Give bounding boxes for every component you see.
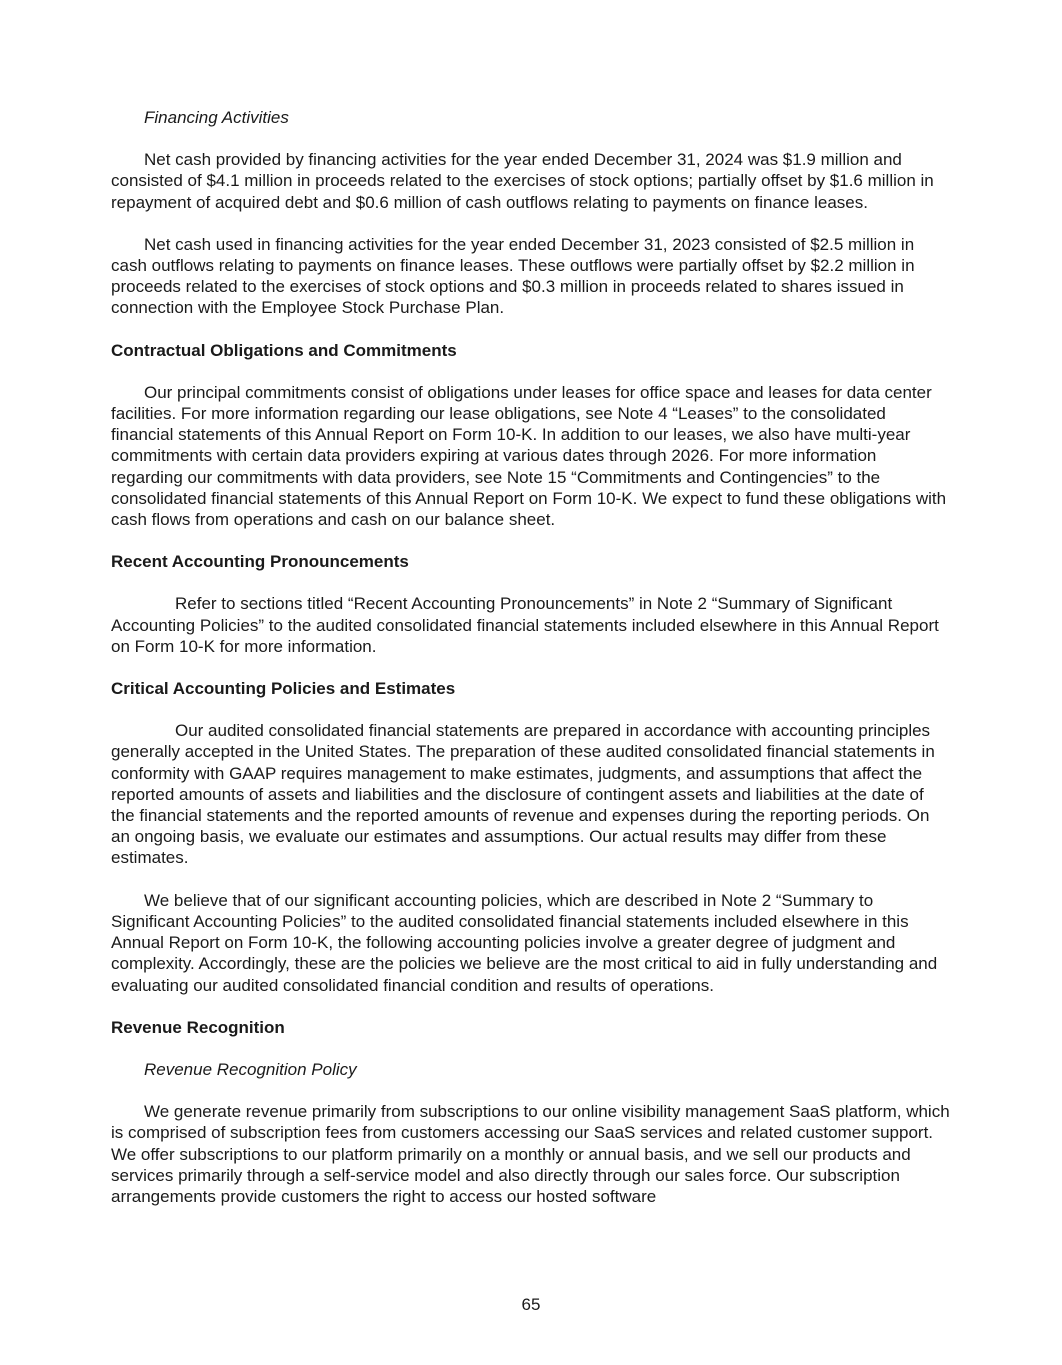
- revenue-policy-paragraph: We generate revenue primarily from subscriptions to our online visibility management SaaS platform, which is comprised of subscription fees from customers accessing our SaaS services and related customer support. We offer subscriptions to our platform primarily on a monthly or annual basis, and we sell our products and services primarily through a self-service model and also directly through our sales force. Our subscription arrangements provide customers the right to access our hosted software: [111, 1102, 950, 1206]
- page-number: 65: [521, 1295, 541, 1314]
- critical-policies-paragraph-1: Our audited consolidated financial statements are prepared in accordance with accounting principles generally accepted in the United States. The preparation of these audited consolidated financial statements in conformity with GAAP requires management to make estimates, judgments, and assumptions that affect the reported amounts of assets and liabilities and the disclosure of contingent assets and liabilities at the date of the financial statements and the reported amounts of revenue and expenses during the reporting periods. On an ongoing basis, we evaluate our estimates and assumptions. Our actual results may differ from these estimates.: [111, 721, 935, 868]
- recent-pronouncements-paragraph: Refer to sections titled “Recent Accounting Pronouncements” in Note 2 “Summary of Significant Accounting Policies” to the audited consolidated financial statements included elsewhere in this Annual Report on Form 10-K for more information.: [111, 594, 939, 656]
- financing-activities-subheading: Financing Activities: [144, 108, 289, 127]
- revenue-policy-subheading: Revenue Recognition Policy: [144, 1059, 357, 1079]
- document-page: [111, 107, 951, 1228]
- financing-2023-paragraph: Net cash used in financing activities for the year ended December 31, 2023 consisted of $2.5 million in cash outflows relating to payments on finance leases. These outflows were partially offset by $2.2 million in proceeds related to the exercises of stock options and $0.3 million in proceeds related to shares issued in connection with the Employee Stock Purchase Plan.: [111, 234, 915, 318]
- revenue-recognition-heading: Revenue Recognition: [111, 1017, 285, 1037]
- contractual-obligations-paragraph: Our principal commitments consist of obligations under leases for office space and leases for data center facilities. For more information regarding our lease obligations, see Note 4 “Leases” to the consolidated financial statements of this Annual Report on Form 10-K. In addition to our leases, we also have multi-year commitments with certain data providers expiring at various dates through 2026. For more information regarding our commitments with data providers, see Note 15 “Commitments and Contingencies” to the consolidated financial statements of this Annual Report on Form 10-K. We expect to fund these obligations with cash flows from operations and cash on our balance sheet.: [111, 382, 947, 530]
- contractual-obligations-heading: Contractual Obligations and Commitments: [111, 340, 457, 360]
- financing-2024-paragraph: Net cash provided by financing activities for the year ended December 31, 2024 was $1.9 million and consisted of $4.1 million in proceeds related to the exercises of stock options; partially offset by $1.6 million in repayment of acquired debt and $0.6 million of cash outflows relating to payments on finance leases.: [111, 150, 934, 212]
- critical-policies-heading: Critical Accounting Policies and Estimates: [111, 679, 456, 699]
- critical-policies-paragraph-2: We believe that of our significant accounting policies, which are described in Note 2 “Summary to Significant Accounting Policies” to the audited consolidated financial statements included elsewhere in this Annual Report on Form 10-K, the following accounting policies involve a greater degree of judgment and complexity. Accordingly, these are the policies we believe are the most critical to aid in fully understanding and evaluating our audited consolidated financial condition and results of operations.: [111, 890, 938, 995]
- recent-pronouncements-heading: Recent Accounting Pronouncements: [111, 552, 409, 572]
